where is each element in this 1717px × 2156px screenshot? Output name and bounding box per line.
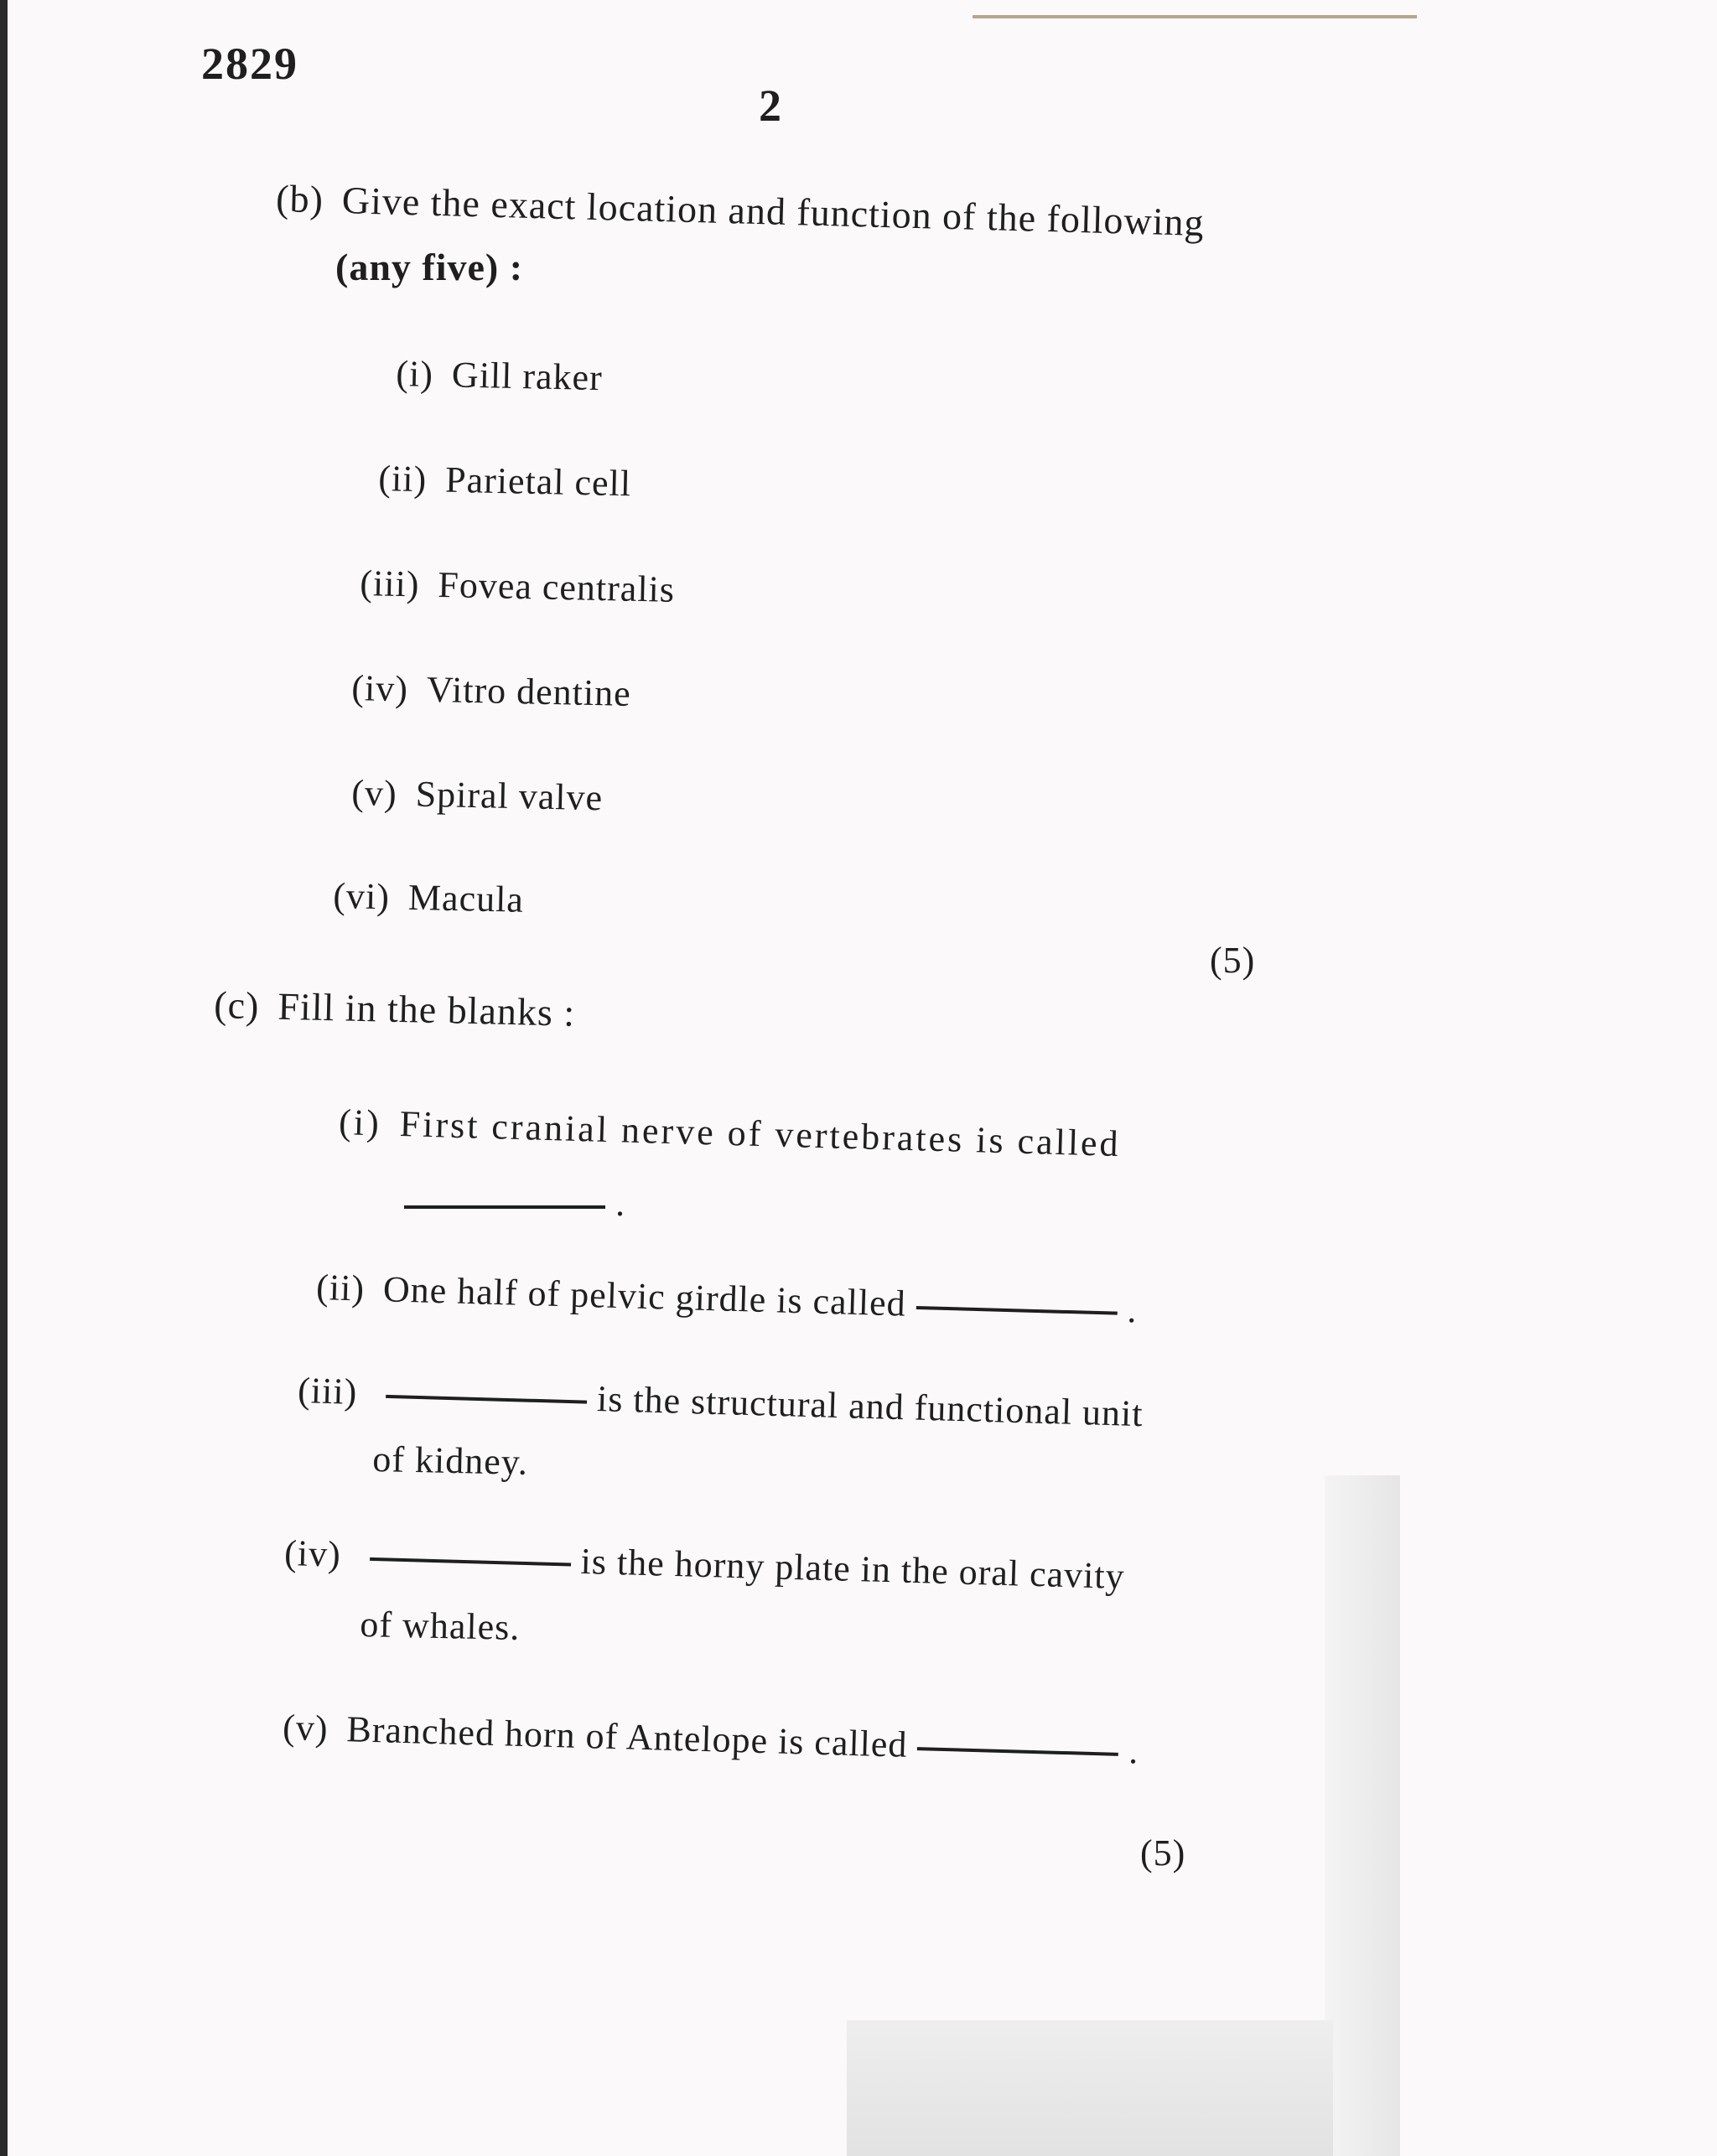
blank-item-continuation: of kidney. — [371, 1438, 529, 1483]
item-end: . — [1128, 1730, 1140, 1772]
marks-b: (5) — [1210, 940, 1256, 981]
question-c — [214, 982, 576, 1035]
top-rule — [973, 15, 1417, 18]
answer-blank — [917, 1747, 1118, 1756]
item-text: Parietal cell — [444, 459, 632, 505]
item-text: Vitro dentine — [426, 668, 632, 714]
item-text: Spiral valve — [415, 773, 604, 819]
item-end: . — [1126, 1289, 1139, 1331]
answer-blank — [916, 1306, 1117, 1315]
item-number: (ii) — [315, 1266, 366, 1309]
item-text: Fovea centralis — [437, 563, 676, 610]
list-item — [378, 457, 632, 505]
item-number: (v) — [282, 1706, 329, 1749]
item-text: is the horny plate in the oral cavity — [579, 1540, 1126, 1597]
item-number: (iv) — [350, 666, 409, 710]
item-number: (ii) — [377, 457, 428, 500]
scan-edge — [0, 0, 8, 2156]
question-text: Give the exact location and function of the following — [341, 179, 1206, 244]
question-b-qualifier: (any five) : — [335, 246, 524, 288]
item-number: (vi) — [332, 874, 391, 918]
list-item — [360, 562, 676, 611]
item-number: (iii) — [297, 1369, 358, 1412]
list-item — [351, 666, 631, 715]
item-text: One half of pelvic girdle is called — [382, 1268, 907, 1324]
item-number: (iv) — [283, 1531, 342, 1575]
list-item — [351, 771, 604, 819]
item-text: Branched horn of Antelope is called — [345, 1708, 909, 1765]
blank-item — [316, 1266, 1139, 1331]
blank-line-row — [394, 1182, 625, 1225]
item-text: Gill raker — [451, 354, 604, 399]
blank-item — [339, 1101, 1122, 1165]
answer-blank — [386, 1395, 587, 1404]
paper-fold-shadow-bottom — [847, 2020, 1333, 2156]
answer-blank — [370, 1557, 571, 1567]
item-number: (iii) — [359, 562, 420, 605]
page-number: 2 — [759, 80, 782, 131]
item-number: (v) — [350, 771, 398, 815]
blank-item-continuation: of whales. — [359, 1603, 521, 1648]
item-text: is the structural and functional unit — [596, 1377, 1144, 1435]
question-label: (c) — [213, 982, 261, 1028]
paper-fold-shadow — [1325, 1475, 1400, 2156]
marks-c: (5) — [1140, 1832, 1186, 1874]
item-text: Macula — [407, 876, 525, 920]
blank-item — [284, 1531, 1126, 1598]
list-item — [333, 874, 524, 921]
blank-item — [283, 1706, 1139, 1773]
item-end: . — [615, 1183, 625, 1224]
paper-code: 2829 — [201, 39, 298, 89]
item-text: First cranial nerve of vertebrates is called — [399, 1103, 1122, 1165]
question-label: (b) — [275, 176, 324, 221]
question-title: Fill in the blanks : — [277, 984, 576, 1034]
item-number: (i) — [395, 352, 434, 395]
answer-blank — [404, 1205, 605, 1209]
item-number: (i) — [338, 1101, 382, 1144]
blank-item — [298, 1369, 1144, 1435]
list-item — [396, 352, 603, 399]
question-b — [276, 176, 1206, 245]
